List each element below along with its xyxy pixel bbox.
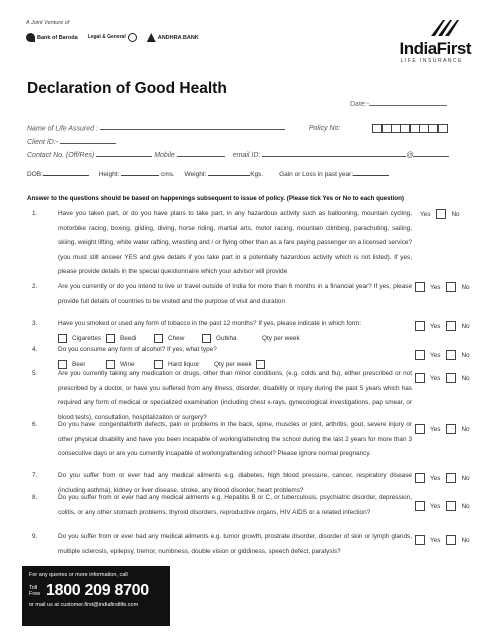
- qty-per-week: Qty per week: [262, 334, 300, 342]
- yes-label: Yes: [430, 351, 441, 359]
- life-assured-input[interactable]: [100, 124, 285, 130]
- policy-no-label: Policy No:: [308, 125, 341, 133]
- question-text: Are you currently or do you intend to live or travel outside of India for more than 6 months in a financial year? If yes, please provide full details of countries to be visited and the purpose of visit and duration: [58, 283, 412, 305]
- partner-name: ANDHRA BANK: [157, 34, 199, 41]
- weight-label: Weight:: [184, 171, 207, 178]
- brand-name: IndiaFirst: [399, 39, 471, 58]
- question-number: 9.: [32, 533, 38, 540]
- joint-venture-label: A Joint Venture of: [26, 20, 70, 26]
- option-gutkha[interactable]: Gutkha: [202, 332, 262, 347]
- andhra-bank-logo-icon: [147, 33, 156, 42]
- partner-bank-of-baroda: [26, 33, 78, 42]
- partner-legal-general: [88, 33, 137, 42]
- question-9: [27, 530, 412, 559]
- date-label: Date:-: [350, 101, 370, 108]
- contact-row: [27, 151, 449, 159]
- weight-unit: Kgs.: [250, 171, 264, 178]
- no-checkbox[interactable]: [446, 350, 456, 360]
- no-checkbox[interactable]: [446, 282, 456, 292]
- question-text: Are you currently taking any medication or drugs, other than minor conditions, (e.g. colds and flu), either prescribed or not prescribed by a doctor, or have you suffered from any illness, disorder, disability or injury during the past 5 years which has required any form of medical or specialized examination (including chest x-rays, gynecological investigations, pap smear, or blood tests), consultation, hospitalization or surgery?: [58, 370, 412, 421]
- question-text: Do you suffer from or ever had any medical ailments e.g. tumor growth, prostrate disorder, disorder of skin or lymph glands, multiple sclerosis, epilepsy, tremor, numbness, double vision or giddiness, speech defect, paralysis?: [58, 533, 412, 555]
- height-input[interactable]: [121, 170, 159, 176]
- footer-query-text: For any queries or more information, call: [29, 572, 128, 578]
- toll-free-label: Toll Free: [29, 584, 41, 597]
- answer-q1: [415, 209, 466, 219]
- toll-free-number[interactable]: 1800 209 8700: [46, 581, 149, 599]
- no-checkbox[interactable]: [446, 321, 456, 331]
- yes-checkbox[interactable]: [415, 424, 425, 434]
- brand-tagline: LIFE INSURANCE: [400, 58, 463, 64]
- option-beer[interactable]: Beer: [58, 358, 106, 373]
- date-field[interactable]: [350, 100, 447, 108]
- mobile-label: Mobile: [154, 152, 175, 159]
- question-text: Have you smoked or used any form of tobacco in the past 12 months? If yes, please indicate in which form:: [58, 320, 362, 327]
- no-label: No: [461, 474, 470, 482]
- no-label: No: [461, 374, 470, 382]
- question-text: Do you consume any form of alcohol? If yes, what type?: [58, 346, 217, 353]
- measures-row: [27, 170, 397, 178]
- question-text: Have you taken part, or do you have plans to take part, in any hazardous activity such as ballooning, mountain cycling, motorbike racing, boxing, gliding, diving, horse riding, martial arts, motor racing, mountain climbing, parachuting, sailing, skiing, weight lifting, white water rafting, wrestling and / or flying other than as a fare paying passenger on a licensed service? (you must still answer YES and give details if you take part in a potentially hazardous activity which is not listed). If yes, please provide details in the special questionnaire which your advisor will provide: [58, 210, 412, 275]
- answer-q3: [415, 321, 476, 331]
- yes-label: Yes: [430, 474, 441, 482]
- qty-per-week: Qty per week: [214, 358, 270, 373]
- option-cigarettes[interactable]: Cigarettes: [58, 332, 106, 347]
- height-label: Height:: [98, 171, 120, 178]
- dob-label: DOB:: [27, 171, 43, 178]
- partner-andhra-bank: [147, 33, 199, 42]
- yes-checkbox[interactable]: [436, 209, 446, 219]
- no-label: No: [461, 425, 470, 433]
- no-label: No: [461, 322, 470, 330]
- indiafirst-wing-icon: [429, 16, 463, 38]
- answer-q7: [415, 473, 476, 483]
- no-label: No: [451, 210, 460, 218]
- footer-phone-row: [29, 582, 163, 600]
- footer-email-text[interactable]: or mail us at customer.first@indiafirstlife.com: [29, 601, 139, 608]
- answer-q8: [415, 501, 476, 511]
- yes-checkbox[interactable]: [415, 535, 425, 545]
- yes-checkbox[interactable]: [415, 373, 425, 383]
- yes-label: Yes: [430, 374, 441, 382]
- mobile-input[interactable]: [177, 151, 225, 157]
- yes-checkbox[interactable]: [415, 282, 425, 292]
- date-input-line[interactable]: [369, 100, 447, 106]
- email-input[interactable]: [262, 151, 406, 157]
- gain-loss-input[interactable]: [353, 170, 389, 176]
- question-text: Do you suffer from or ever had any medical ailments e.g. Hepatitis B or C, or tuberculosis, psychiatric disorder, depression, colitis, or any other stomach problems, thyroid disorders, reproductive organs, HIV AIDS or a related infection?: [58, 494, 412, 516]
- partner-name: Legal & General: [87, 34, 126, 40]
- client-id-input[interactable]: [60, 138, 116, 144]
- answer-q2: [415, 282, 476, 292]
- no-checkbox[interactable]: [446, 373, 456, 383]
- yes-label: Yes: [420, 210, 431, 218]
- option-wine[interactable]: Wine: [106, 358, 154, 373]
- answer-q9: [415, 535, 476, 545]
- checkbox[interactable]: [58, 334, 67, 343]
- checkbox[interactable]: [106, 334, 115, 343]
- weight-input[interactable]: [208, 170, 250, 176]
- question-text: Do you suffer from or ever had any medical ailments e.g. diabetes, high blood pressure, cancer, respiratory disease (including asthma), kidney or liver disease, stroke, any blood disorder, heart problems?: [58, 472, 412, 494]
- question-text: Do you have: congenital/birth defects, pain or problems in the back, spine, muscles or joint, arthritis, gout, severe injury or other physical disability and have you been incapable of working/attending the school during the last 2 years for more than 3 consecutive days or are you currently incapable of working/attending school? Please ignore normal pregnancy.: [58, 421, 412, 457]
- question-5: [27, 367, 412, 425]
- no-label: No: [461, 283, 470, 291]
- page-title: Declaration of Good Health: [27, 80, 227, 97]
- yes-checkbox[interactable]: [415, 473, 425, 483]
- email-label: email ID:: [232, 152, 261, 159]
- question-number: 1.: [32, 210, 38, 217]
- question-2: [27, 280, 412, 309]
- checkbox[interactable]: [202, 334, 211, 343]
- no-label: No: [461, 536, 470, 544]
- life-assured-label: Name of Life Assured :: [27, 125, 98, 133]
- no-checkbox[interactable]: [446, 473, 456, 483]
- contact-no-input[interactable]: [96, 151, 152, 157]
- indiafirst-logo: [377, 16, 471, 64]
- yes-checkbox[interactable]: [415, 350, 425, 360]
- no-checkbox[interactable]: [446, 501, 456, 511]
- answer-q6: [415, 424, 476, 434]
- question-number: 2.: [32, 283, 38, 290]
- question-number: 3.: [32, 320, 38, 327]
- yes-label: Yes: [430, 283, 441, 291]
- yes-checkbox[interactable]: [415, 321, 425, 331]
- yes-label: Yes: [430, 502, 441, 510]
- yes-label: Yes: [430, 322, 441, 330]
- email-domain-input[interactable]: [413, 151, 449, 157]
- answer-q5: [415, 373, 476, 383]
- question-number: 4.: [32, 346, 38, 353]
- instructions: Answer to the questions should be based on happenings subsequent to issue of policy. (Please tick Yes or No to each question): [27, 195, 404, 202]
- client-id-row: [27, 138, 116, 146]
- client-id-label: Client ID:-: [27, 139, 59, 146]
- gain-loss-label: Gain or Loss in past year:: [279, 171, 354, 178]
- option-chew[interactable]: Chew: [154, 332, 202, 347]
- contact-no-label: Contact No. (Off/Res): [27, 152, 95, 159]
- policy-no-boxes[interactable]: [372, 124, 447, 133]
- yes-label: Yes: [430, 536, 441, 544]
- life-assured-row: [27, 124, 447, 133]
- yes-label: Yes: [430, 425, 441, 433]
- question-number: 6.: [32, 421, 38, 428]
- question-number: 5.: [32, 370, 38, 377]
- checkbox[interactable]: [154, 334, 163, 343]
- no-checkbox[interactable]: [446, 424, 456, 434]
- contact-footer: [22, 566, 170, 626]
- yes-checkbox[interactable]: [415, 501, 425, 511]
- question-3: [27, 317, 412, 346]
- question-8: [27, 491, 412, 520]
- no-checkbox[interactable]: [446, 535, 456, 545]
- bank-of-baroda-logo-icon: [26, 33, 35, 42]
- option-beedi[interactable]: Beedi: [106, 332, 154, 347]
- partner-logos: [26, 33, 199, 42]
- option-hard-liquor[interactable]: Hard liquor: [154, 358, 214, 373]
- height-unit: cms.: [160, 171, 175, 178]
- email-at-sign: @: [406, 152, 414, 159]
- answer-q4: [415, 350, 476, 360]
- question-6: [27, 418, 412, 462]
- question-number: 7.: [32, 472, 38, 479]
- no-label: No: [461, 502, 470, 510]
- partner-name: Bank of Baroda: [37, 34, 78, 41]
- question-number: 8.: [32, 494, 38, 501]
- no-label: No: [461, 351, 470, 359]
- legal-general-logo-icon: [128, 33, 137, 42]
- question-1: [27, 207, 412, 280]
- dob-input[interactable]: [43, 170, 89, 176]
